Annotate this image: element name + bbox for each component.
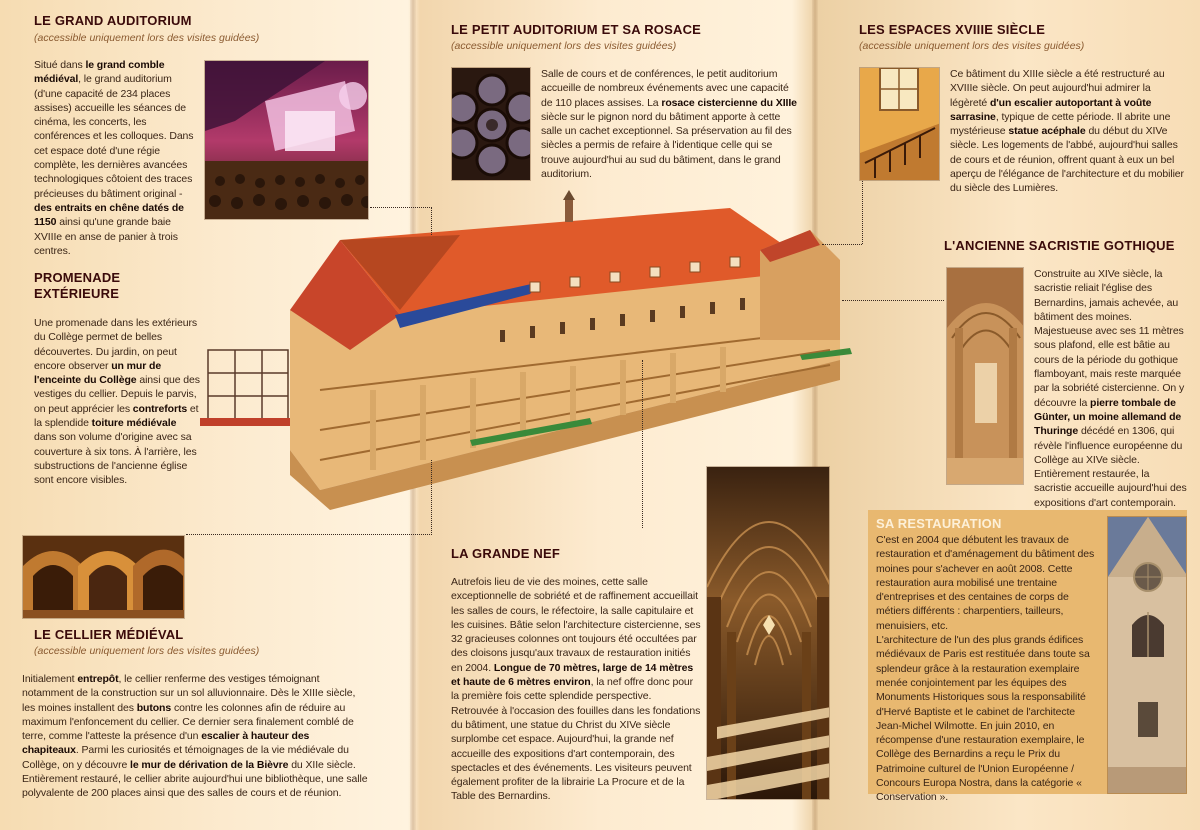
espaces-xviii-subtitle: (accessible uniquement lors des visites guidées)	[859, 40, 1085, 52]
restauration-title: SA RESTAURATION	[876, 516, 1002, 531]
promenade-text: Une promenade dans les extérieurs du Collège permet de belles découvertes. Du jardin, on peut encore observer un mur de l'enceinte du Collège ainsi que des vestiges du cellier. Depuis le parvis, on peut apprécier les contreforts et la splendide toiture médiévale dans son volume d'origine avec sa couverture à six tons. À l'arrière, les substructions de l'ancienne église sont encore visibles.	[34, 317, 200, 487]
leader-line	[842, 300, 944, 301]
grand-auditorium-text: Situé dans le grand comble médiéval, le grand auditorium (d'une capacité de 234 places assises) accueille les séances de cinéma, les concerts, les conférences et les colloques. Dans cet espace doté d'une régie complète, les dernières avancées technologiques côtoient des traces précieuses du bâtiment original - des entraits en chêne datés de 1150 ainsi qu'une grande baie XVIIIe en anse de panier à trois centres.	[34, 59, 194, 257]
leader-line	[431, 207, 432, 235]
sacristie-photo	[946, 267, 1024, 485]
petit-auditorium-title: LE PETIT AUDITORIUM ET SA ROSACE	[451, 22, 702, 37]
grand-auditorium-title: LE GRAND AUDITORIUM	[34, 13, 192, 28]
restauration-text: C'est en 2004 que débutent les travaux de restauration et d'aménagement du bâtiment des moines pour s'achever en août 2008. Cette restauration aura mobilisé une trentaine d'entreprises et des centaines de corps de métiers différents : charpentiers, tailleurs, menuisiers, etc. L'architecture de l'un des plus grands édifices médiévaux de Paris est restituée dans toute sa splendeur grâce à la restauration exemplaire menée conjointement par les équipes des Monuments Historiques sous la responsabilité d'Hervé Baptiste et le cabinet de l'architecte Jean-Michel Wilmotte. En juin 2010, en récompense d'une restauration exemplaire, le Collège des Bernardins a reçu le Prix du Patrimoine culturel de l'Union Européenne / Concours Europa Nostra, dans la catégorie « Conservation ».	[876, 534, 1095, 804]
espaces-xviii-title: LES ESPACES XVIIIE SIÈCLE	[859, 22, 1046, 37]
grand-auditorium-subtitle: (accessible uniquement lors des visites guidées)	[34, 32, 260, 44]
leader-line	[431, 460, 432, 535]
rosace-photo	[451, 67, 531, 181]
promenade-title: PROMENADE EXTÉRIEURE	[34, 270, 121, 301]
grande-nef-text: Autrefois lieu de vie des moines, cette salle exceptionnelle de sobriété et de raffinement accueillait les salles de cours, le réfectoire, la salle capitulaire et les cuisines. Bâtie selon l'architecture cistercienne, ses 32 gracieuses colonnes ont toujours été occultées par des cloisons jusqu'aux travaux de restauration initiés en 2004. Longue de 70 mètres, large de 14 mètres et haute de 6 mètres environ, la nef offre donc pour la première fois cette splendide perspective. Retrouvée à l'occasion des fouilles dans les fondations du bâtiment, une statue du Christ du XIVe siècle surplombe cet espace. Aujourd'hui, la grande nef accueille des expositions d'art contemporain, des spectacles et des événements. Les visiteurs peuvent également profiter de la librairie La Procure et de la Table des Bernardins.	[451, 576, 701, 803]
grande-nef-photo	[706, 466, 830, 800]
facade-photo	[1107, 516, 1187, 794]
petit-auditorium-subtitle: (accessible uniquement lors des visites guidées)	[451, 40, 677, 52]
sacristie-text: Construite au XIVe siècle, la sacristie reliait l'église des Bernardins, jamais achevée, au bâtiment des moines. Majestueuse avec ses 11 mètres sous plafond, elle est bâtie au cours de la période du gothique flamboyant, mais reste marquée par la sobriété cistercienne. On y découvre la pierre tombale de Günter, un moine allemand de Thuringe décédé en 1306, qui révèle l'influence européenne du Collège au XIVe siècle. Entièrement restaurée, la sacristie accueille aujourd'hui des expositions d'art contemporain.	[1034, 268, 1187, 509]
leader-line	[822, 244, 862, 245]
escalier-photo	[859, 67, 940, 181]
grande-nef-title: LA GRANDE NEF	[451, 546, 561, 561]
cellier-title: LE CELLIER MÉDIÉVAL	[34, 627, 184, 642]
petit-auditorium-text: Salle de cours et de conférences, le petit auditorium accueille de nombreux événements avec une capacité de 110 places assises. La rosace cistercienne du XIIIe siècle sur le pignon nord du bâtiment apporte à cette salle un cachet exceptionnel. Sa préservation au fil des siècles a permis de refaire à l'identique celle qui se trouve aujourd'hui au sud du bâtiment, dans le grand auditorium.	[541, 68, 797, 181]
leader-line	[186, 534, 432, 535]
leader-line	[370, 207, 432, 208]
espaces-xviii-text: Ce bâtiment du XIIIe siècle a été restructuré au XVIIIe siècle. On peut aujourd'hui admirer la légèreté d'un escalier autoportant à voûte sarrasine, typique de cette période. Il abrite une mystérieuse statue acéphale du début du XIVe siècle. Les logements de l'abbé, aujourd'hui salles de cours et de réunion, offrent quant à eux un bel aperçu de l'élégance de l'architecture et du mobilier du siècle des Lumières.	[950, 68, 1184, 195]
cellier-photo	[22, 535, 185, 619]
cellier-text: Initialement entrepôt, le cellier renferme des vestiges témoignant notamment de la construction sur un sol alluvionnaire. Dès le XIIIe siècle, les moines installent des butons contre les colonnes afin de réduire au maximum l'enfoncement du cellier. Ce dernier sera finalement comblé de terre, comme l'atteste la présence d'un escalier à hauteur des chapiteaux. Parmi les curiosités et témoignages de la vie médiévale du Collège, on y découvre le mur de dérivation de la Bièvre du XIIe siècle. Entièrement restauré, le cellier abrite aujourd'hui une bibliothèque, une salle polyvalente de 200 places ainsi que des salles de cours et de réunion.	[22, 673, 368, 800]
cellier-subtitle: (accessible uniquement lors des visites guidées)	[34, 645, 260, 657]
sacristie-title: L'ANCIENNE SACRISTIE GOTHIQUE	[944, 238, 1175, 253]
leader-line	[642, 360, 643, 528]
